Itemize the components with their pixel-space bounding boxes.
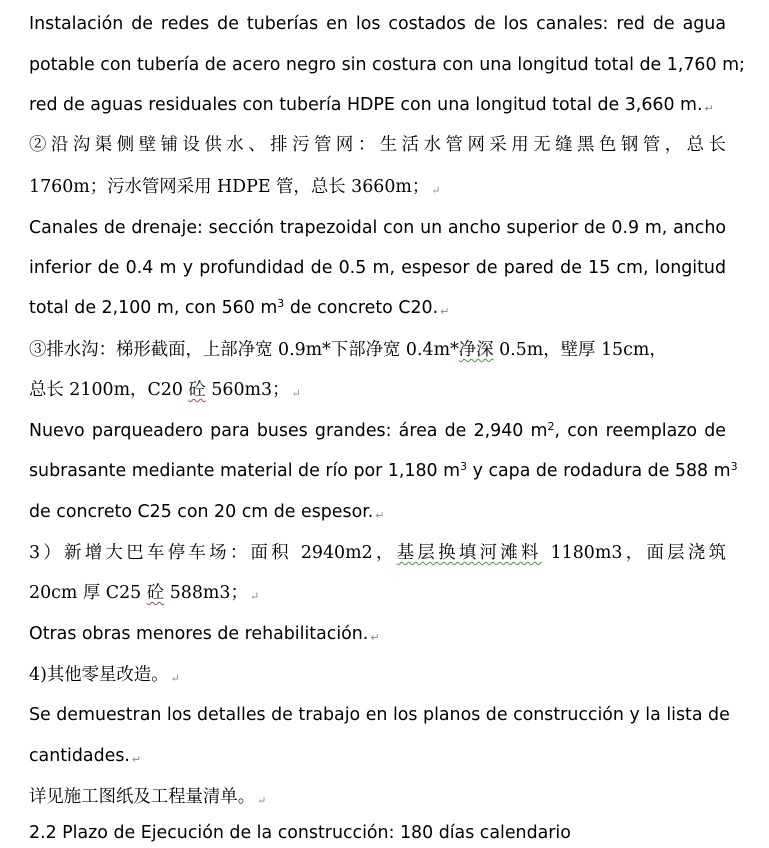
text-run: Instalación de redes de tuberías en los costados de los canales: red de agua [29, 14, 726, 34]
text-line [29, 619, 726, 649]
text-run: 4)其他零星改造。 [29, 665, 169, 685]
text-run: 3）新增大巴车停车场：面积 2940m2， [29, 543, 397, 563]
superscript: 3 [730, 460, 738, 473]
paragraph-mark-icon: ↵ [704, 102, 714, 115]
text-line [29, 90, 726, 120]
text-run: 560m3； [205, 380, 290, 400]
text-run: 2.2 Plazo de Ejecución de la construcción: 180 días calendario [29, 823, 571, 843]
text-run: Se demuestran los detalles de trabajo en los planos de construcción y la lista de [29, 705, 730, 725]
text-line [29, 700, 730, 730]
text-run: 1760m；污水管网采用 HDPE 管，总长 3660m； [29, 177, 430, 197]
text-run: y capa de rodadura de 588 m [467, 461, 731, 481]
text-run: , con reemplazo de [554, 421, 726, 441]
text-run: red de aguas residuales con tubería HDPE con una longitud total de 3,660 m. [29, 95, 703, 115]
paragraph-mark-icon: ↵ [131, 753, 142, 766]
text-line [29, 818, 726, 848]
text-line [29, 538, 726, 568]
text-line [29, 9, 726, 39]
text-line [29, 172, 726, 202]
text-run: de concreto C20. [284, 298, 439, 318]
grammar-flagged-text: 净深 [458, 340, 494, 360]
superscript: 3 [460, 460, 468, 473]
text-run: subrasante mediante material de río por 1,180 m [29, 461, 461, 481]
text-run: 0.5m，壁厚 15cm， [493, 340, 667, 360]
text-line [29, 375, 726, 405]
paragraph-mark-icon: ↵ [249, 590, 260, 603]
text-run: 588m3； [164, 583, 248, 603]
paragraph-mark-icon: ↵ [440, 305, 450, 318]
text-run: Nuevo parqueadero para buses grandes: área de 2,940 m [29, 421, 548, 441]
text-run: Canales de drenaje: sección trapezoidal con un ancho superior de 0.9 m, ancho [29, 218, 726, 238]
text-run: 总长 2100m，C20 [29, 380, 189, 400]
paragraph-mark-icon: ↵ [375, 509, 385, 522]
text-line [29, 130, 726, 160]
paragraph-mark-icon: ↵ [257, 794, 267, 807]
grammar-flagged-text: 基层换填河滩料 [396, 543, 542, 563]
superscript: 3 [277, 297, 285, 310]
text-line [29, 578, 726, 608]
text-run: de concreto C25 con 20 cm de espesor. [29, 502, 374, 522]
paragraph-mark-icon: ↵ [170, 672, 180, 685]
text-line [29, 416, 726, 446]
paragraph-mark-icon: ↵ [291, 387, 301, 400]
text-line [29, 741, 726, 771]
text-run: 详见施工图纸及工程量清单。 [29, 787, 256, 807]
text-run: 1180m3，面层浇筑 [541, 543, 726, 563]
text-line [29, 456, 738, 486]
text-line [29, 50, 745, 80]
text-run: 20cm 厚 C25 [29, 583, 147, 603]
text-line [29, 660, 726, 690]
spelling-flagged-text: 砼 [188, 380, 206, 400]
text-run: total de 2,100 m, con 560 m [29, 298, 278, 318]
text-run: ③排水沟：梯形截面，上部净宽 0.9m*下部净宽 0.4m* [29, 340, 459, 360]
text-line [29, 335, 726, 365]
paragraph-mark-icon: ↵ [370, 631, 380, 644]
text-run: cantidades. [29, 746, 130, 766]
superscript: 2 [547, 420, 555, 433]
text-line [29, 213, 726, 243]
text-line [29, 253, 726, 283]
text-line [29, 782, 726, 812]
text-line [29, 293, 726, 323]
text-run: Otras obras menores de rehabilitación. [29, 624, 369, 644]
text-run: ②沿沟渠侧壁铺设供水、排污管网：生活水管网采用无缝黑色钢管，总长 [29, 135, 726, 155]
text-run: inferior de 0.4 m y profundidad de 0.5 m, espesor de pared de 15 cm, longitud [29, 258, 726, 278]
text-line [29, 497, 726, 527]
text-run: potable con tubería de acero negro sin costura con una longitud total de 1,760 m; [29, 55, 745, 75]
spelling-flagged-text: 砼 [146, 583, 165, 603]
paragraph-mark-icon: ↵ [431, 184, 441, 197]
